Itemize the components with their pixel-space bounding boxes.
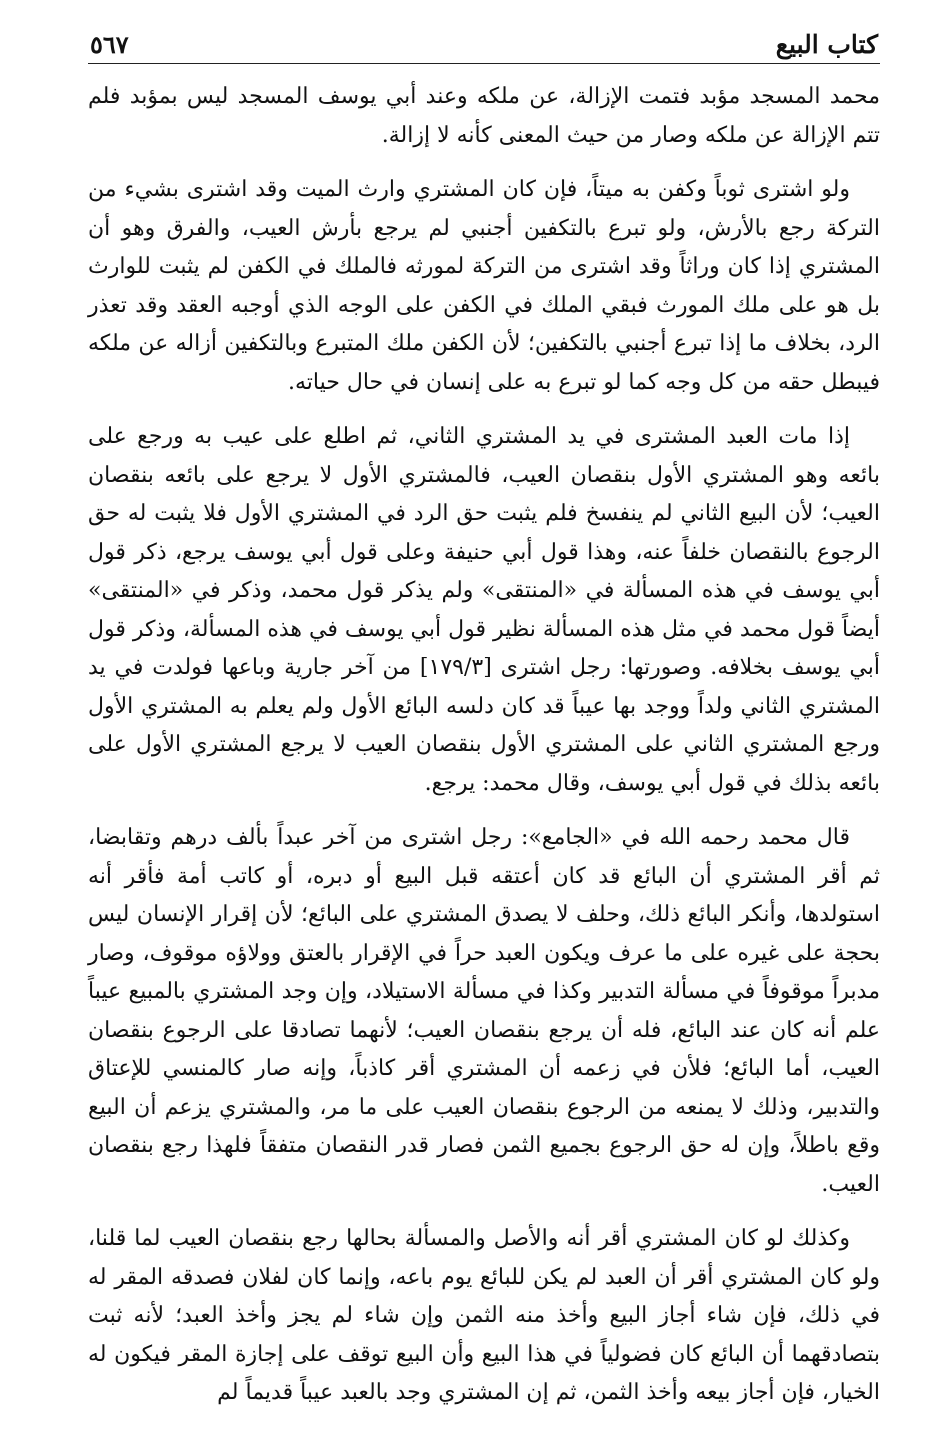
paragraph: قال محمد رحمه الله في «الجامع»: رجل اشترى من آخر عبداً بألف درهم وتقابضا، ثم أقر المشتري أن البائع قد كان أعتقه قبل البيع أو دبره، أو كاتب أمة فأقر أنه استولدها، وأنكر البائع ذلك، وحلف لا يصدق المشتري على البائع؛ لأن إقرار الإنسان ليس بحجة على غيره على ما عرف ويكون العبد حراً في الإقرار بالعتق وولاؤه موقوف، وصار مدبراً موقوفاً في مسألة التدبير وكذا في مسألة الاستيلاد، وإن وجد المشتري بالمبيع عيباً علم أنه كان عند البائع، فله أن يرجع بنقصان العيب؛ لأنهما تصادقا على الرجوع بنقصان العيب، أما البائع؛ فلأن في زعمه أن المشتري أقر كاذباً، وإنه صار كالمنسي للإعتاق والتدبير، وذلك لا يمنعه من الرجوع بنقصان العيب على ما مر، والمشتري يزعم أن البيع وقع باطلاً، وإن له حق الرجوع بجميع الثمن فصار قدر النقصان متفقاً فلهذا رجع بنقصان العيب. [88,825,881,1197]
paragraph: محمد المسجد مؤبد فتمت الإزالة، عن ملكه وعند أبي يوسف المسجد ليس بمؤبد فلم تتم الإزالة عن ملكه وصار من حيث المعنى كأنه لا إزالة. [88,84,880,148]
paragraph: وكذلك لو كان المشتري أقر أنه والأصل والمسألة بحالها رجع بنقصان العيب لما قلنا، ولو كان المشتري أقر أن العبد لم يكن للبائع يوم باعه، وإنما كان لفلان فصدقه المقر له في ذلك، فإن شاء أجاز البيع وأخذ منه الثمن وإن شاء لم يجز وأخذ العبد؛ لأنه ثبت بتصادقهما أن البائع كان فضولياً في هذا البيع وأن البيع توقف على إجازة المقر فيكون له الخيار، فإن أجاز بيعه وأخذ الثمن، ثم إن المشتري وجد بالعبد عيباً قديماً لم [88,1226,880,1405]
running-header [88,18,880,64]
paragraph: ولو اشترى ثوباً وكفن به ميتاً، فإن كان المشتري وارث الميت وقد اشترى بشيء من التركة رجع بالأرش، ولو تبرع بالتكفين أجنبي لم يرجع بأرش العيب، والفرق وهو أن المشتري إذا كان وراثاً وقد اشترى من التركة لمورثه فالملك في الكفن لم يثبت للوارث بل هو على ملك المورث فبقي الملك في الكفن على الوجه الذي أوجبه العقد وقد تعذر الرد، بخلاف ما إذا تبرع أجنبي بالتكفين؛ لأن الكفن ملك المتبرع وبالتكفين أزاله عن ملكه فيبطل حقه من كل وجه كما لو تبرع به على إنسان في حال حياته. [88,177,880,395]
book-page [88,18,880,1429]
book-title: كتاب البيع [775,30,878,59]
page-number: ٥٦٧ [90,30,129,59]
page-body [88,78,880,1413]
paragraph: إذا مات العبد المشترى في يد المشتري الثاني، ثم اطلع على عيب به ورجع على بائعه وهو المشتري الأول بنقصان العيب، فالمشتري الأول لا يرجع على بائعه بنقصان العيب؛ لأن البيع الثاني لم ينفسخ فلم يثبت حق الرد في المشتري الأول فلا يثبت له حق الرجوع بالنقصان خلفاً عنه، وهذا قول أبي حنيفة وعلى قول أبي يوسف يرجع، ذكر قول أبي يوسف في هذه المسألة في «المنتقى» ولم يذكر قول محمد، وذكر في «المنتقى» أيضاً قول محمد في مثل هذه المسألة نظير قول أبي يوسف في هذه المسألة، وذكر قول أبي يوسف بخلافه. وصورتها: رجل اشترى [١٧٩/٣] من آخر جارية وباعها فولدت في يد المشتري الثاني ولداً ووجد بها عيباً قد كان دلسه البائع الأول ولم يعلم به المشتري الأول ورجع المشتري الثاني على المشتري الأول بنقصان العيب لا يرجع المشتري الأول على بائعه بذلك في قول أبي يوسف، وقال محمد: يرجع. [88,424,880,796]
